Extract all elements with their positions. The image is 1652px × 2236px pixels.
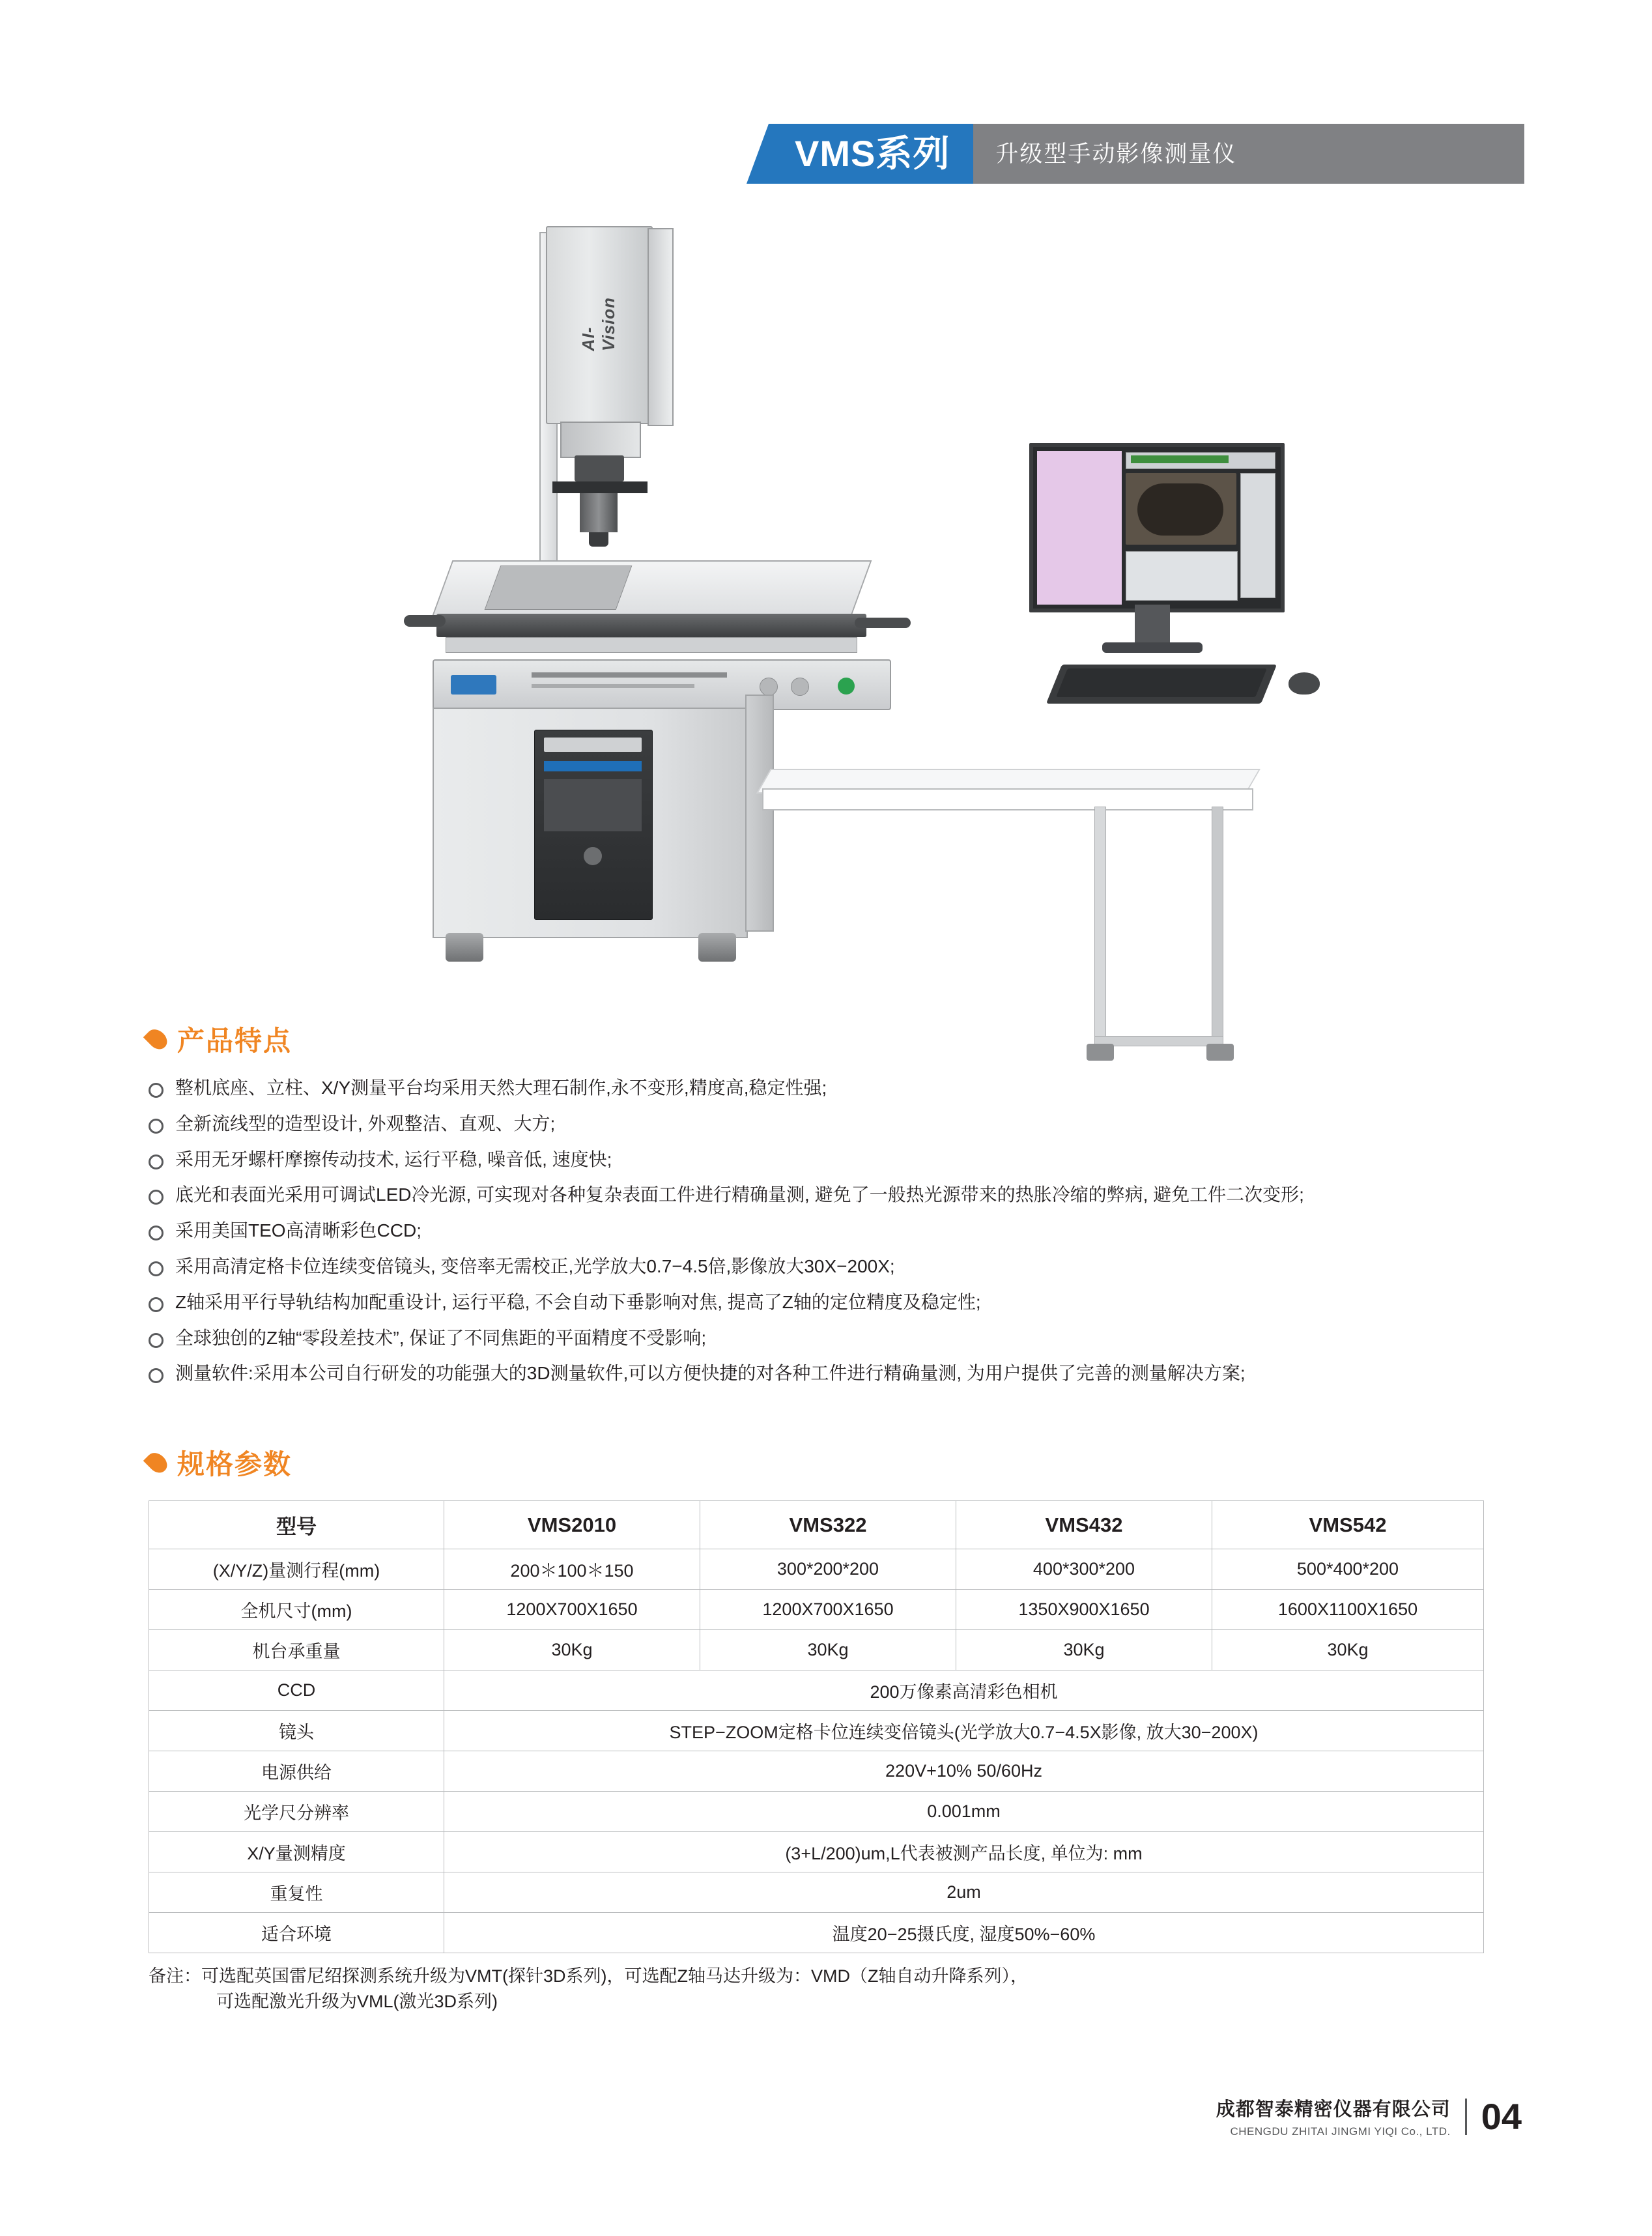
- tower-power-button: [584, 847, 602, 865]
- row-cell: 1200X700X1650: [700, 1590, 956, 1630]
- specs-note-line-2: 可选配激光升级为VML(激光3D系列): [216, 1992, 498, 2012]
- machine-brand-logo: AI-Vision: [578, 296, 618, 351]
- ring-bullet-icon: [149, 1083, 164, 1098]
- row-cell: 1200X700X1650: [444, 1590, 700, 1630]
- machine-head-side-panel: [648, 228, 674, 426]
- stage-base-dark: [436, 614, 866, 637]
- header-cell-vms322: VMS322: [700, 1501, 956, 1549]
- row-cell: 30Kg: [444, 1630, 700, 1670]
- panel-button-1: [760, 678, 778, 696]
- flame-icon: [143, 1449, 171, 1476]
- specs-heading: [149, 1443, 1530, 1482]
- table-body: [149, 1549, 1484, 1953]
- row-label: 全机尺寸(mm): [149, 1590, 444, 1630]
- header-cell-vms432: VMS432: [956, 1501, 1212, 1549]
- row-cell: 400*300*200: [956, 1549, 1212, 1590]
- table-row: [149, 1872, 1484, 1913]
- row-cell-merged: 200万像素高清彩色相机: [444, 1670, 1484, 1711]
- ring-bullet-icon: [149, 1333, 164, 1348]
- machine-cabinet-side: [745, 695, 774, 932]
- mouse: [1289, 672, 1320, 695]
- machine-head-housing: [546, 226, 653, 424]
- row-label: CCD: [149, 1670, 444, 1711]
- tower-front-panel: [544, 779, 642, 831]
- feature-item: [149, 1290, 1530, 1315]
- row-cell: 30Kg: [1212, 1630, 1484, 1670]
- specs-title: 规格参数: [177, 1449, 292, 1480]
- feature-text: 测量软件:采用本公司自行研发的功能强大的3D测量软件,可以方便快捷的对各种工件进行精确量测, 为用户提供了完善的测量解决方案;: [175, 1363, 1246, 1384]
- desk-leg-left: [1094, 807, 1106, 1048]
- monitor-stand: [1135, 605, 1170, 642]
- page-number: 04: [1481, 2096, 1522, 2137]
- specs-table: [149, 1500, 1484, 1953]
- row-label: 适合环境: [149, 1913, 444, 1953]
- footer-company: [1216, 2095, 1451, 2138]
- feature-item: [149, 1111, 1530, 1136]
- header-cell-vms542: VMS542: [1212, 1501, 1484, 1549]
- row-label: (X/Y/Z)量测行程(mm): [149, 1549, 444, 1590]
- specs-section: [149, 1443, 1530, 2014]
- ring-bullet-icon: [149, 1119, 164, 1134]
- row-label: 机台承重量: [149, 1630, 444, 1670]
- specs-note-line-1: 备注：可选配英国雷尼绍探测系统升级为VMT(探针3D系列)，可选配Z轴马达升级为：VMD（Z轴自动升降系列），: [149, 1966, 1028, 1986]
- row-label: X/Y量测精度: [149, 1832, 444, 1872]
- feature-text: 底光和表面光采用可调试LED冷光源, 可实现对各种复杂表面工件进行精确量测, 避免了一般热光源带来的热胀冷缩的弊病, 避免工件二次变形;: [175, 1184, 1304, 1205]
- header-cell-model: 型号: [149, 1501, 444, 1549]
- feature-text: 采用美国TEO高清晰彩色CCD;: [175, 1220, 422, 1241]
- table-row: [149, 1913, 1484, 1953]
- ring-bullet-icon: [149, 1226, 164, 1240]
- feature-item: [149, 1218, 1530, 1243]
- header-cell-vms2010: VMS2010: [444, 1501, 700, 1549]
- ring-bullet-icon: [149, 1368, 164, 1383]
- row-cell: 200＊100＊150: [444, 1549, 700, 1590]
- tower-drive-bay: [544, 738, 642, 752]
- table-row: [149, 1630, 1484, 1670]
- desk-edge: [762, 788, 1253, 810]
- row-cell: 500*400*200: [1212, 1549, 1484, 1590]
- row-cell-merged: (3+L/200)um,L代表被测产品长度, 单位为: mm: [444, 1832, 1484, 1872]
- monitor: [1029, 443, 1285, 612]
- page-footer: [1216, 2095, 1522, 2138]
- row-label: 电源供给: [149, 1751, 444, 1792]
- panel-brand-badge: [451, 675, 496, 695]
- panel-text-line-1: [532, 672, 727, 678]
- machine-foot-right: [698, 933, 736, 962]
- feature-item: [149, 1182, 1530, 1207]
- lens-mount-plate: [552, 481, 648, 493]
- row-cell: 30Kg: [700, 1630, 956, 1670]
- machine-foot-left: [446, 933, 483, 962]
- feature-text: 全球独创的Z轴“零段差技术”, 保证了不同焦距的平面精度不受影响;: [175, 1327, 707, 1348]
- features-section: [149, 1020, 1530, 1397]
- machine-control-panel: [433, 659, 891, 710]
- zoom-lens-body: [580, 493, 618, 532]
- specs-note: [149, 1964, 1530, 2014]
- feature-item: [149, 1076, 1530, 1100]
- software-left-pane: [1037, 451, 1122, 605]
- keyboard-keys: [1056, 668, 1267, 697]
- row-cell: 300*200*200: [700, 1549, 956, 1590]
- table-row: [149, 1590, 1484, 1630]
- stage-base-light: [446, 637, 857, 653]
- software-workpiece-image: [1137, 483, 1223, 536]
- desk-leg-right: [1212, 807, 1223, 1048]
- footer-company-cn: 成都智泰精密仪器有限公司: [1216, 2099, 1451, 2120]
- row-label: 重复性: [149, 1872, 444, 1913]
- series-badge: [769, 124, 973, 184]
- row-cell-merged: 2um: [444, 1872, 1484, 1913]
- lens-top-block: [575, 455, 624, 481]
- footer-company-en: CHENGDU ZHITAI JINGMI YIQI Co., LTD.: [1230, 2125, 1451, 2138]
- series-label: VMS系列: [795, 133, 950, 174]
- feature-item: [149, 1326, 1530, 1351]
- feature-text: 全新流线型的造型设计, 外观整洁、直观、大方;: [175, 1113, 556, 1134]
- ring-bullet-icon: [149, 1297, 164, 1312]
- feature-item: [149, 1147, 1530, 1172]
- panel-button-2: [791, 678, 809, 696]
- ring-bullet-icon: [149, 1190, 164, 1205]
- tower-blue-strip: [544, 761, 642, 771]
- software-right-pane: [1240, 473, 1275, 598]
- software-data-pane: [1126, 551, 1238, 601]
- table-row: [149, 1792, 1484, 1832]
- feature-text: 采用高清定格卡位连续变倍镜头, 变倍率无需校正,光学放大0.7−4.5倍,影像放大30X−200X;: [175, 1255, 895, 1276]
- feature-text: 采用无牙螺杆摩擦传动技术, 运行平稳, 噪音低, 速度快;: [175, 1149, 612, 1169]
- row-cell-merged: 0.001mm: [444, 1792, 1484, 1832]
- feature-list: [149, 1076, 1530, 1386]
- stage-knob-left: [404, 615, 446, 627]
- ring-bullet-icon: [149, 1154, 164, 1169]
- ring-bullet-icon: [149, 1261, 164, 1276]
- table-row: [149, 1711, 1484, 1751]
- flame-icon: [143, 1025, 171, 1053]
- page-header-banner: [769, 124, 1524, 184]
- feature-item: [149, 1361, 1530, 1386]
- row-label: 光学尺分辨率: [149, 1792, 444, 1832]
- measuring-stage-window: [485, 566, 633, 610]
- feature-text: Z轴采用平行导轨结构加配重设计, 运行平稳, 不会自动下垂影响对焦, 提高了Z轴的定位精度及稳定性;: [175, 1291, 981, 1312]
- features-title: 产品特点: [177, 1025, 292, 1056]
- monitor-base: [1102, 642, 1203, 653]
- table-header-row: [149, 1501, 1484, 1549]
- panel-power-led: [838, 678, 855, 695]
- feature-text: 整机底座、立柱、X/Y测量平台均采用天然大理石制作,永不变形,精度高,稳定性强;: [175, 1078, 827, 1098]
- feature-item: [149, 1254, 1530, 1279]
- features-heading: [149, 1020, 1530, 1059]
- software-toolbar-highlight: [1131, 455, 1229, 463]
- lens-nose: [589, 532, 608, 547]
- subtitle-bar: [973, 124, 1524, 184]
- footer-divider: [1465, 2099, 1467, 2135]
- row-cell-merged: STEP−ZOOM定格卡位连续变倍镜头(光学放大0.7−4.5X影像, 放大30−200X): [444, 1711, 1484, 1751]
- row-cell: 1350X900X1650: [956, 1590, 1212, 1630]
- row-label: 镜头: [149, 1711, 444, 1751]
- row-cell: 1600X1100X1650: [1212, 1590, 1484, 1630]
- panel-text-line-2: [532, 684, 694, 688]
- row-cell-merged: 温度20−25摄氏度, 湿度50%−60%: [444, 1913, 1484, 1953]
- machine-neck: [560, 422, 641, 458]
- stage-knob-right: [855, 618, 911, 628]
- row-cell-merged: 220V+10% 50/60Hz: [444, 1751, 1484, 1792]
- product-photo: [365, 208, 1342, 990]
- table-row: [149, 1751, 1484, 1792]
- header-subtitle: 升级型手动影像测量仪: [995, 141, 1237, 167]
- row-cell: 30Kg: [956, 1630, 1212, 1670]
- table-row: [149, 1549, 1484, 1590]
- table-row: [149, 1832, 1484, 1872]
- table-row: [149, 1670, 1484, 1711]
